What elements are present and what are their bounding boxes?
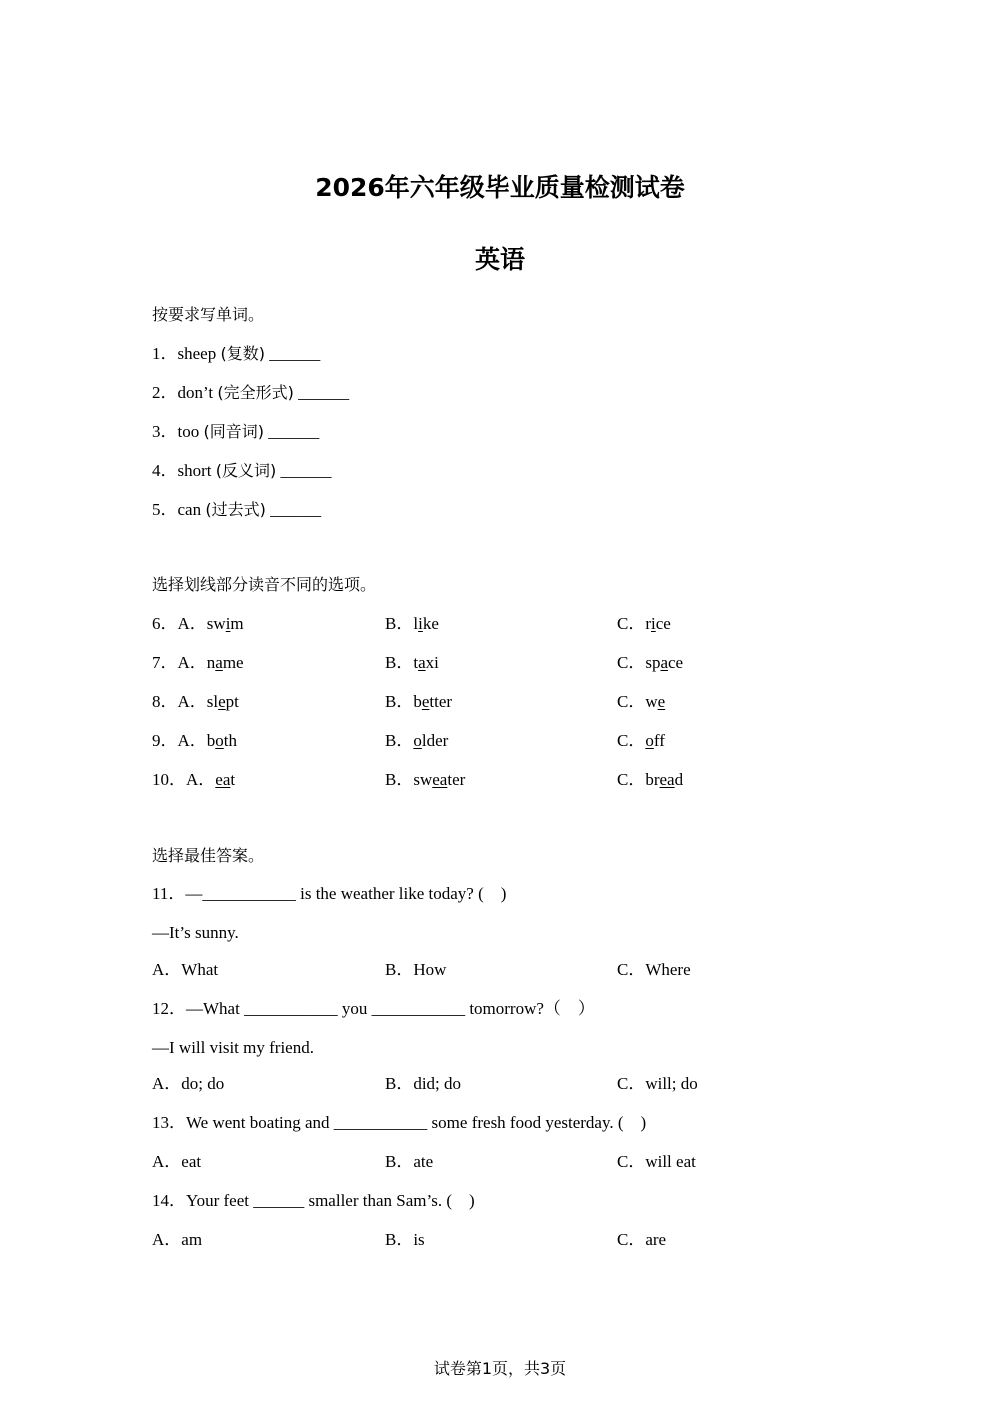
answer-blank: ______ <box>269 344 321 363</box>
question-2 <box>152 382 349 404</box>
section1-heading: 按要求写单词。 <box>152 305 265 324</box>
exam-title: 2026年六年级毕业质量检测试卷 <box>315 173 685 202</box>
question-4 <box>152 460 332 482</box>
question-12-option-c: C．will; do <box>617 1074 698 1093</box>
answer-blank: ______ <box>280 461 332 480</box>
question-hint: (完全形式) <box>217 383 294 402</box>
question-word: can <box>177 500 202 519</box>
underlined-letters: ea <box>432 770 448 789</box>
question-11-reply: —It’s sunny. <box>152 923 239 942</box>
question-10-option-b: B．sweater <box>385 770 466 789</box>
question-number: 8．A． <box>152 692 207 711</box>
question-8-option-a: 8．A．slept <box>152 692 239 711</box>
page-footer: 试卷第1页，共3页 <box>433 1359 567 1378</box>
section2-heading: 选择划线部分读音不同的选项。 <box>152 575 377 594</box>
underlined-letters: a <box>418 653 426 672</box>
question-word: short <box>177 461 212 480</box>
question-number: 9．A． <box>152 731 207 750</box>
question-number: 6．A． <box>152 614 207 633</box>
question-14-option-a: A．am <box>152 1230 203 1249</box>
underlined-letters: ea <box>659 770 675 789</box>
question-9-option-a: 9．A．both <box>152 731 238 750</box>
underlined-letters: e <box>421 692 430 711</box>
question-9-option-b: B．older <box>385 731 449 750</box>
question-12-stem: 12．—What ___________ you ___________ tomorrow?（ ） <box>152 999 595 1018</box>
question-13-option-a: A．eat <box>152 1152 202 1171</box>
question-13-option-b: B．ate <box>385 1152 434 1171</box>
question-number: 2． <box>152 383 178 402</box>
question-11-option-c: C．Where <box>617 960 691 979</box>
question-5 <box>152 499 321 521</box>
question-10-option-c: C．bread <box>617 770 684 789</box>
question-6-option-c: C．rice <box>617 614 671 633</box>
question-11-option-b: B．How <box>385 960 447 979</box>
question-number: 3． <box>152 422 178 441</box>
underlined-letters: ea <box>215 770 231 789</box>
question-number: 5． <box>152 500 178 519</box>
answer-blank: ______ <box>270 500 322 519</box>
underlined-letters: o <box>645 731 654 750</box>
question-number: 1． <box>152 344 178 363</box>
question-8-option-b: B．better <box>385 692 453 711</box>
question-1 <box>152 343 320 365</box>
question-11-stem: 11．—___________ is the weather like today? ( ) <box>152 884 507 903</box>
question-9-option-c: C．off <box>617 731 665 750</box>
question-10-option-a: 10．A．eat <box>152 770 236 789</box>
question-13-stem: 13．We went boating and ___________ some fresh food yesterday. ( ) <box>152 1113 647 1132</box>
underlined-letters: o <box>215 731 224 750</box>
question-11-option-a: A．What <box>152 960 219 979</box>
underlined-letters: a <box>660 653 669 672</box>
question-13-option-c: C．will eat <box>617 1152 696 1171</box>
question-hint: (同音词) <box>203 422 264 441</box>
question-8-option-c: C．we <box>617 692 666 711</box>
question-14-option-b: B．is <box>385 1230 425 1249</box>
question-word: too <box>177 422 200 441</box>
question-3 <box>152 421 319 443</box>
underlined-letters: e <box>218 692 226 711</box>
answer-blank: ______ <box>298 383 350 402</box>
underlined-letters: e <box>657 692 666 711</box>
question-number: 10．A． <box>152 770 216 789</box>
subject-title: 英语 <box>474 245 525 274</box>
underlined-letters: o <box>413 731 422 750</box>
question-number: 7．A． <box>152 653 207 672</box>
question-7-option-b: B．taxi <box>385 653 439 672</box>
underlined-letters: a <box>215 653 223 672</box>
section3-heading: 选择最佳答案。 <box>152 846 265 865</box>
question-6-option-a: 6．A．swim <box>152 614 244 633</box>
question-12-option-a: A．do; do <box>152 1074 225 1093</box>
question-6-option-b: B．like <box>385 614 439 633</box>
question-hint: (复数) <box>220 344 265 363</box>
question-number: 4． <box>152 461 178 480</box>
question-12-option-b: B．did; do <box>385 1074 462 1093</box>
question-hint: (过去式) <box>205 500 266 519</box>
question-7-option-a: 7．A．name <box>152 653 244 672</box>
question-word: sheep <box>177 344 217 363</box>
question-hint: (反义词) <box>215 461 277 480</box>
question-14-option-c: C．are <box>617 1230 667 1249</box>
underlined-letters: i <box>651 614 656 633</box>
underlined-letters: i <box>225 614 231 633</box>
answer-blank: ______ <box>268 422 320 441</box>
question-7-option-c: C．space <box>617 653 684 672</box>
underlined-letters: i <box>418 614 423 633</box>
question-14-stem: 14．Your feet ______ smaller than Sam’s. ( ) <box>152 1191 475 1210</box>
question-12-reply: —I will visit my friend. <box>152 1038 314 1057</box>
question-word: don’t <box>177 383 214 402</box>
